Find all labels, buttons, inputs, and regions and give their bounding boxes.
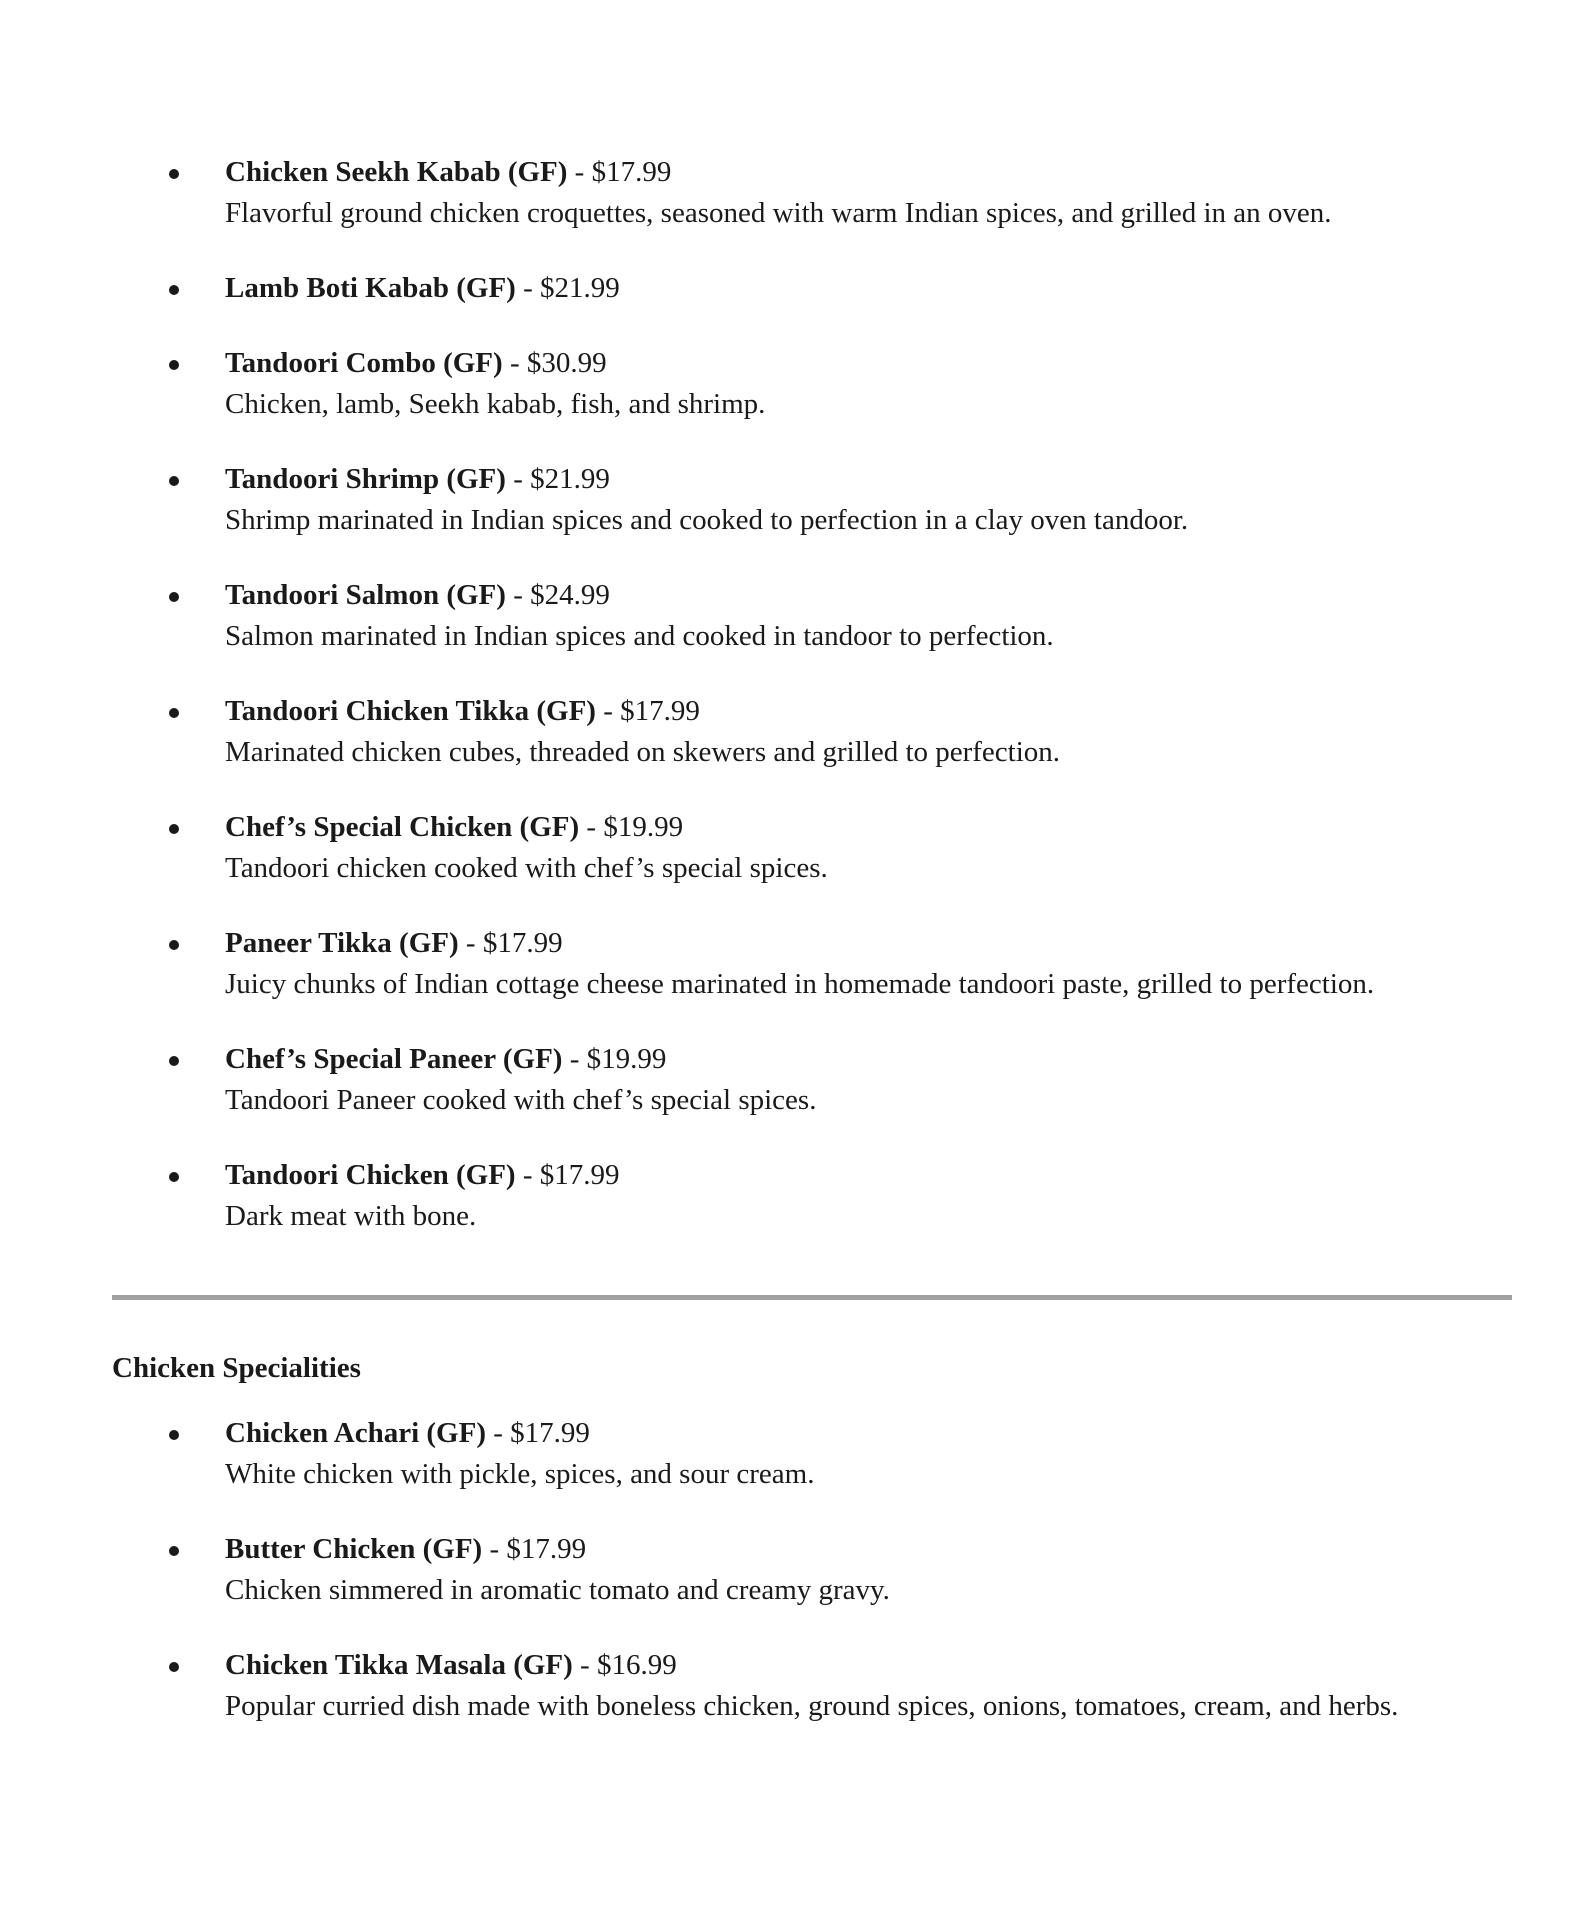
item-description: Chicken simmered in aromatic tomato and creamy gravy. xyxy=(225,1574,890,1606)
item-description: White chicken with pickle, spices, and sour cream. xyxy=(225,1458,815,1490)
list-item xyxy=(0,459,1582,541)
bullet-icon xyxy=(169,592,179,602)
item-price: $24.99 xyxy=(530,579,610,611)
item-price: $17.99 xyxy=(620,695,700,727)
item-name: Tandoori Chicken Tikka (GF) xyxy=(225,695,596,727)
item-name: Paneer Tikka (GF) xyxy=(225,927,459,959)
bullet-icon xyxy=(169,169,179,179)
item-separator: - xyxy=(502,347,527,379)
item-separator: - xyxy=(458,927,483,959)
tandoori-menu-list xyxy=(0,152,1582,1271)
item-name: Chicken Achari (GF) xyxy=(225,1417,486,1449)
list-item xyxy=(0,1155,1582,1237)
item-name: Lamb Boti Kabab (GF) xyxy=(225,272,516,304)
item-description: Dark meat with bone. xyxy=(225,1200,477,1232)
item-price: $17.99 xyxy=(506,1533,587,1565)
section-divider xyxy=(112,1295,1512,1300)
list-item xyxy=(0,1039,1582,1121)
bullet-icon xyxy=(169,824,179,834)
item-description: Shrimp marinated in Indian spices and cooked to perfection in a clay oven tandoor. xyxy=(225,504,1189,536)
item-description: Marinated chicken cubes, threaded on skewers and grilled to perfection. xyxy=(225,736,1061,768)
item-description: Tandoori Paneer cooked with chef’s special spices. xyxy=(225,1084,817,1116)
item-description: Popular curried dish made with boneless chicken, ground spices, onions, tomatoes, cream, and herbs. xyxy=(225,1690,1399,1722)
item-price: $30.99 xyxy=(526,347,607,379)
item-name: Chicken Seekh Kabab (GF) xyxy=(225,156,568,188)
item-name: Chicken Tikka Masala (GF) xyxy=(225,1649,573,1681)
list-item xyxy=(0,807,1582,889)
bullet-icon xyxy=(169,1056,179,1066)
item-price: $17.99 xyxy=(591,156,672,188)
item-name: Tandoori Combo (GF) xyxy=(225,347,503,379)
list-item xyxy=(0,923,1582,1005)
bullet-icon xyxy=(169,1172,179,1182)
item-description: Salmon marinated in Indian spices and cooked in tandoor to perfection. xyxy=(225,620,1054,652)
item-separator: - xyxy=(562,1043,587,1075)
item-separator: - xyxy=(505,579,531,611)
item-name: Chef’s Special Chicken (GF) xyxy=(225,811,580,843)
item-separator: - xyxy=(486,1417,511,1449)
item-name: Tandoori Chicken (GF) xyxy=(225,1159,516,1191)
list-item xyxy=(0,1645,1582,1727)
list-item xyxy=(0,152,1582,234)
bullet-icon xyxy=(169,1430,179,1440)
item-price: $16.99 xyxy=(596,1649,677,1681)
bullet-icon xyxy=(169,285,179,295)
section-heading: Chicken Specialities xyxy=(112,1352,361,1384)
item-price: $17.99 xyxy=(482,927,563,959)
list-item xyxy=(0,268,1582,309)
bullet-icon xyxy=(169,476,179,486)
item-description: Juicy chunks of Indian cottage cheese marinated in homemade tandoori paste, grilled to perfection. xyxy=(225,968,1375,1000)
bullet-icon xyxy=(169,940,179,950)
item-price: $19.99 xyxy=(586,1043,667,1075)
list-item xyxy=(0,1413,1582,1495)
item-name: Butter Chicken (GF) xyxy=(225,1533,483,1565)
item-description: Tandoori chicken cooked with chef’s special spices. xyxy=(225,852,828,884)
item-separator: - xyxy=(515,1159,540,1191)
bullet-icon xyxy=(169,360,179,370)
item-name: Tandoori Shrimp (GF) xyxy=(225,463,506,495)
bullet-icon xyxy=(169,1546,179,1556)
item-separator: - xyxy=(595,695,621,727)
item-price: $21.99 xyxy=(530,463,610,495)
item-price: $19.99 xyxy=(603,811,684,843)
item-separator: - xyxy=(579,811,604,843)
bullet-icon xyxy=(169,708,179,718)
item-price: $17.99 xyxy=(510,1417,590,1449)
item-description: Chicken, lamb, Seekh kabab, fish, and shrimp. xyxy=(225,388,766,420)
item-name: Chef’s Special Paneer (GF) xyxy=(225,1043,563,1075)
item-name: Tandoori Salmon (GF) xyxy=(225,579,506,611)
list-item xyxy=(0,575,1582,657)
bullet-icon xyxy=(169,1662,179,1672)
item-separator: - xyxy=(567,156,592,188)
item-separator: - xyxy=(505,463,531,495)
item-separator: - xyxy=(515,272,541,304)
chicken-specialities-list xyxy=(0,1413,1582,1761)
item-price: $21.99 xyxy=(540,272,620,304)
item-separator: - xyxy=(572,1649,597,1681)
list-item xyxy=(0,343,1582,425)
item-separator: - xyxy=(482,1533,507,1565)
list-item xyxy=(0,691,1582,773)
list-item xyxy=(0,1529,1582,1611)
item-description: Flavorful ground chicken croquettes, seasoned with warm Indian spices, and grilled in an oven. xyxy=(225,197,1332,229)
item-price: $17.99 xyxy=(539,1159,620,1191)
